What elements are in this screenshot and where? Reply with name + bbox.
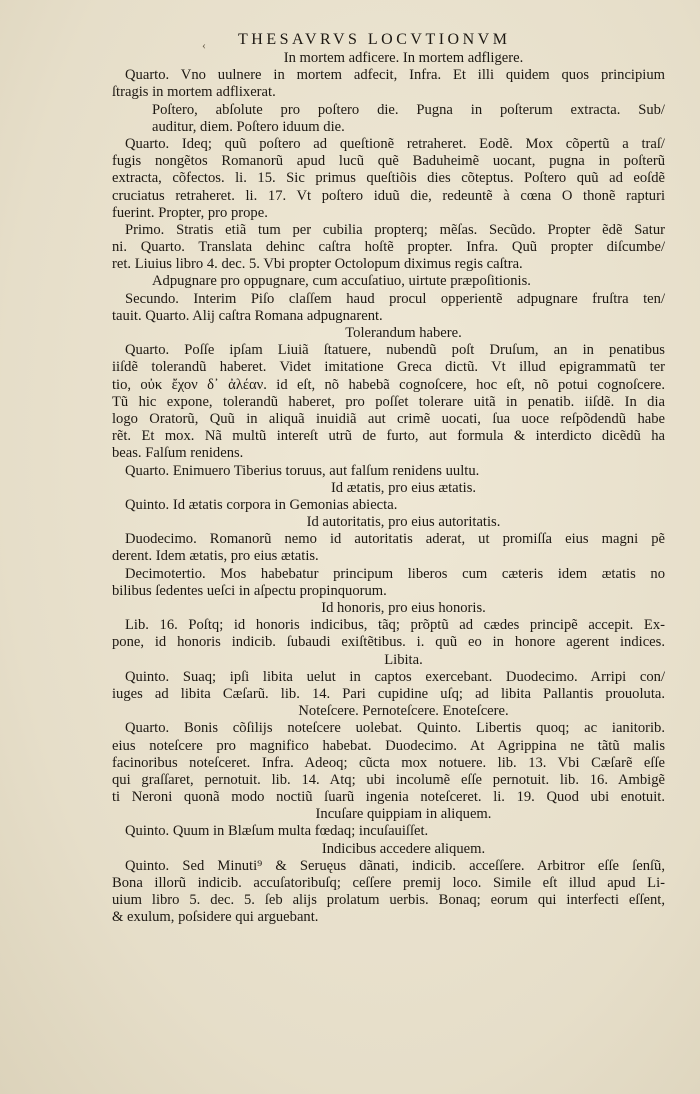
text-line: Quinto. Id ætatis corpora in Gemonias abiecta. [125,496,398,513]
text-line: bilibus ſedentes ueſci in aſpectu propinquorum. [112,582,387,599]
text-line: eius noteſcere pro magnifico habebat. Duodecimo. At Agrippina ne tãtũ malis [112,737,665,754]
entry-heading: Noteſcere. Pernoteſcere. Enoteſcere. [298,703,509,720]
text-line: Duodecimo. Romanorũ nemo id autoritatis aderat, ut promiſſa eius magni pẽ [125,531,665,548]
entry-heading: Id ætatis, pro eius ætatis. [330,479,477,496]
entry-heading: Libita. [384,651,423,668]
text-line: Quinto. Suaq; ipſi libita uelut in captos exercebant. Duodecimo. Arripi con/ [125,668,665,685]
text-line: Primo. Stratis etiã tum per cubilia propterq; mẽſas. Secũdo. Propter ẽdẽ Satur [125,221,665,238]
text-line: auditur, diem. Poſtero iduum die. [152,118,345,135]
text-line: ni. Quarto. Translata dehinc caſtra hoſtẽ propter. Infra. Quũ propter diſcumbe/ [112,239,665,256]
text-line: derent. Idem ætatis, pro eius ætatis. [112,548,319,565]
text-line: tauit. Quarto. Alij caſtra Romana adpugnarent. [112,307,383,324]
text-line: logo Oratorũ, Quũ in aliquã inuidiã aut crimẽ uocati, ſua uoce reſpõdendũ habe [112,410,665,427]
entry-heading: In mortem adficere. In mortem adfligere. [283,50,524,66]
margin-mark: ‹ [202,38,206,52]
text-line: qui graſſaret, pernotuit. lib. 14. Atq; ubi incolumẽ eſſe pernotuit. lib. 16. Ambigẽ [112,771,665,788]
text-line: tio, οὐκ ἔχον δ᾽ ἀλέαν. id eſt, nõ habebã cognoſcere, hoc eſt, nõ potui cognoſcere. [112,376,665,393]
text-line: Decimotertio. Mos habebatur principum liberos cum cæteris idem ætatis no [125,565,665,582]
text-line: extracta, cõfectos. li. 15. Sic primus queſtiõis dies cõteptus. Poſtero quũ ad eoſdẽ [112,170,665,187]
running-head: THESAVRVS LOCVTIONVM [238,31,511,48]
entry-heading: Indicibus accedere aliquem. [321,840,486,857]
text-line: Adpugnare pro oppugnare, cum accuſatiuo, uirtute præpoſitionis. [152,273,531,290]
text-line: ret. Liuius libro 4. dec. 5. Vbi propter Octolopum diximus regis caſtra. [112,256,523,273]
text-line: facinoribus noteſceret. Infra. Adeoq; cũcta mox notuere. lib. 13. Vbi Cæſarẽ eſſe [112,754,665,771]
text-line: Quarto. Vno uulnere in mortem adfecit, Infra. Et illi quidem quos principium [125,67,665,84]
text-line: Quarto. Enimuero Tiberius toruus, aut falſum renidens uultu. [125,462,480,479]
entry-heading: Tolerandum habere. [345,325,462,341]
text-line: fugis nongẽtos Romanorũ apud lucũ quẽ Baduheimẽ uocant, pugna in poſterũ [112,153,665,170]
text-line: iuges ad libita Cæſarũ. lib. 14. Pari cupidine uſq; ad libita Pallantis prouoluta. [112,685,665,702]
text-line: Quarto. Ideq; quũ poſtero ad queſtionẽ retraheret. Eodẽ. Mox cõpertũ a traſ/ [125,135,665,152]
text-line: ſtragis in mortem adflixerat. [112,84,276,101]
text-line: cruciatus retraheret. li. 17. Vt poſtero iduũ die, redeuntẽ à cœna O thonẽ rapturi [112,187,665,204]
entry-heading: Incuſare quippiam in aliquem. [315,806,492,823]
text-line: Quarto. Bonis cõſilijs noteſcere uolebat. Quinto. Libertis quoq; ac ianitorib. [125,720,665,737]
text-line: fuerint. Propter, pro prope. [112,204,268,221]
text-line: Tũ hic expone, tolerandũ haberet, pro poſſet tolerare uitã in penatib. iiſdẽ. In dia [112,393,665,410]
text-line: iiſdẽ tolerandũ haberet. Videt imitatione Greca dictũ. Vt illud epigrammatũ ter [112,359,665,376]
text-line: rẽt. Et mox. Nã multũ intereſt utrũ de furto, aut formula & interdicto dicẽdũ ha [112,428,665,445]
entry-heading: Id autoritatis, pro eius autoritatis. [306,514,501,531]
text-block [112,50,665,927]
text-line: Secundo. Interim Piſo claſſem haud procul opperientẽ adpugnare fruſtra ten/ [125,290,665,307]
text-line: Bona illorũ indicib. accuſatoribuſq; ceſſere premij loco. Simile eſt illud apud Li- [112,875,665,891]
entry-heading: Id honoris, pro eius honoris. [321,600,486,616]
text-line: pone, id honoris indicib. ſubaudi exiſtẽtibus. i. quũ eo in honore agerent indices. [112,634,665,651]
text-line: Lib. 16. Poſtq; id honoris indicibus, tãq; prõptũ ad cædes principẽ accepit. Ex- [125,617,665,634]
text-line: Poſtero, abſolute pro poſtero die. Pugna in poſterum extracta. Sub/ [152,101,665,118]
text-line: Quinto. Sed Minuti⁹ & Seruęus dãnati, indicib. acceſſere. Arbitror eſſe ſenſũ, [125,857,665,874]
text-line: Quarto. Poſſe ipſam Liuiã ſtatuere, nubendũ poſt Druſum, an in penatibus [125,342,665,359]
text-line: & exulum, poſsidere qui arguebant. [112,909,319,926]
text-line: ti Neroni quonã modo noctiũ ſuarũ ingenia noteſceret. li. 19. Quod ubi enotuit. [112,789,665,806]
text-line: Quinto. Quum in Blæſum multa fœdaq; incuſauiſſet. [125,823,429,840]
text-line: uium libro 5. dec. 5. ſeb alijs prolatum uerbis. Bonaq; eorum qui interfecti eſſent, [112,892,665,909]
text-line: beas. Falſum renidens. [112,445,244,462]
